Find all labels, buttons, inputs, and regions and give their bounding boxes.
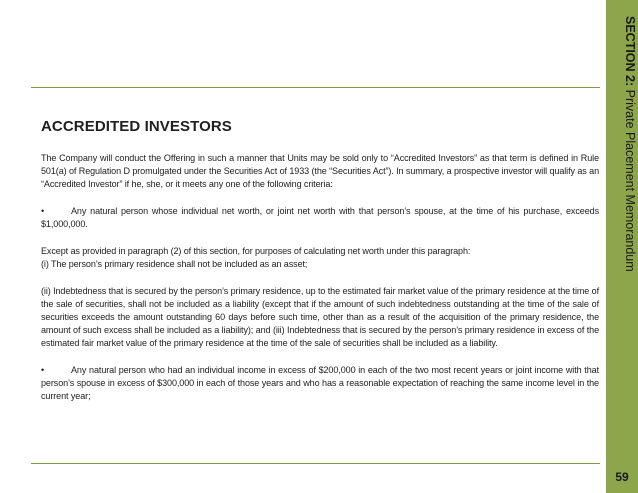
section-sidebar: [606, 0, 638, 493]
bullet-item-net-worth: [41, 205, 599, 231]
intro-paragraph: The Company will conduct the Offering in such a manner that Units may be sold only to “Accredited Investors” as that term is defined in Rule 501(a) of Regulation D promulgated under the Securities Act of 1933 (the “Securities Act”). In summary, a prospective investor will qualify as an “Accredited Investor” if he, she, or it meets any one of the following criteria:: [41, 153, 599, 189]
bullet-text: Any natural person whose individual net worth, or joint net worth with that person’s spouse, at the time of his purchase, exceeds $1,000,000.: [41, 206, 599, 229]
page-number: 59: [615, 470, 629, 484]
paragraph-line: (i) The person’s primary residence shall not be included as an asset;: [41, 259, 308, 269]
top-divider: [31, 87, 600, 88]
sidebar-title: [607, 16, 637, 272]
net-worth-calculation-paragraph: [41, 245, 599, 271]
bullet-icon: •: [41, 365, 45, 375]
section-heading: ACCREDITED INVESTORS: [41, 118, 232, 135]
bullet-icon: •: [41, 206, 45, 216]
indebtedness-paragraph: (ii) Indebtedness that is secured by the person’s primary residence, up to the estimated fair market value of the primary residence at the time of the sale of securities, shall not be included as a liability (except that if the amount of such indebtedness outstanding at the time of the sale of securities exceeds the amount outstanding 60 days before such time, other than as a result of the acquisition of the primary residence, the amount of such excess shall be included as a liability); and (iii) Indebtedness that is secured by the person’s primary residence in excess of the estimated fair market value of the primary residence at the time of the sale of securities shall be included as a liability.: [41, 286, 599, 348]
paragraph-line: Except as provided in paragraph (2) of this section, for purposes of calculating net worth under this paragraph:: [41, 246, 471, 256]
bullet-item-income: [41, 364, 599, 403]
bottom-divider: [31, 463, 600, 464]
main-content: [41, 118, 599, 417]
bullet-text: Any natural person who had an individual income in excess of $200,000 in each of the two most recent years or joint income with that person’s spouse in excess of $300,000 in each of those years and who has a reasonable expectation of reaching the same income level in the current year;: [41, 365, 599, 401]
section-label: SECTION 2:: [623, 16, 637, 87]
section-title: Private Placement Memorandum: [623, 89, 637, 272]
